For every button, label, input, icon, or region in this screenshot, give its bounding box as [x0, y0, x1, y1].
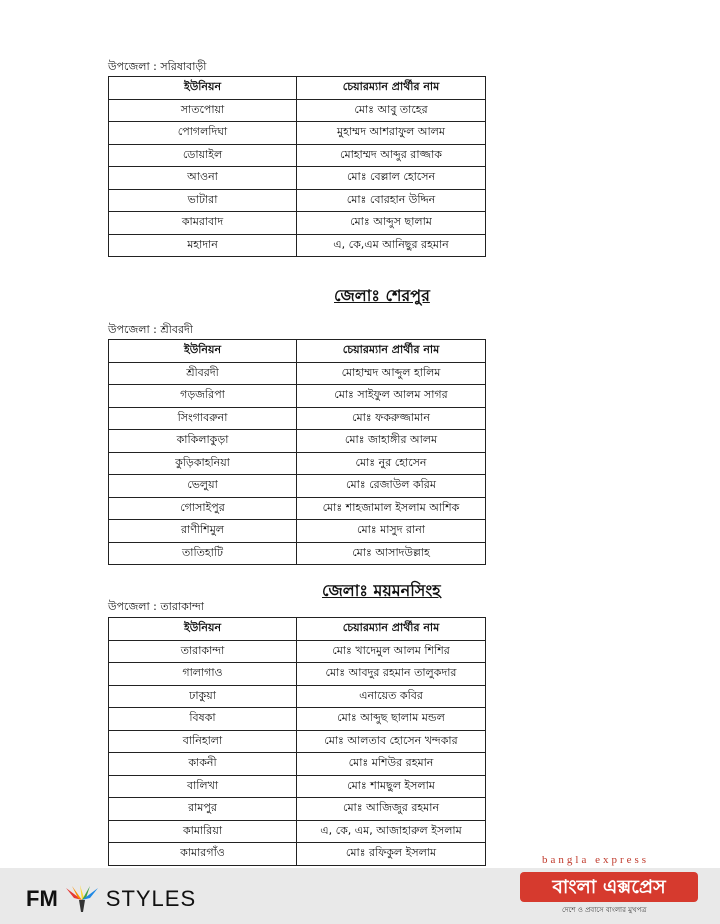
- district-title: জেলাঃ ময়মনসিংহ: [322, 581, 441, 600]
- bird-icon: [62, 884, 102, 914]
- candidate-name-cell: মোঃ শাহজামাল ইসলাম আশিক: [297, 497, 486, 520]
- candidate-name-cell: মোঃ খাদেমুল আলম শিশির: [297, 640, 486, 663]
- bangla-express-wordmark: বাংলা এক্সপ্রেস: [520, 872, 698, 902]
- table-row: [109, 663, 486, 686]
- table-row: [109, 685, 486, 708]
- union-cell: রাণীশিমুল: [109, 520, 297, 543]
- union-cell: ইউনিয়ন: [109, 77, 297, 100]
- union-cell: তারাকান্দা: [109, 640, 297, 663]
- union-cell: কুড়িকাহনিয়া: [109, 452, 297, 475]
- candidate-name-cell: মোঃ মশিউর রহমান: [297, 753, 486, 776]
- union-cell: মহাদান: [109, 234, 297, 257]
- table-row: [109, 730, 486, 753]
- candidate-name-cell: এ, কে,এম আনিছুর রহমান: [297, 234, 486, 257]
- union-cell: কামারিয়া: [109, 820, 297, 843]
- union-cell: শ্রীবরদী: [109, 362, 297, 385]
- candidate-name-cell: মোঃ সাইফুল আলম সাগর: [297, 385, 486, 408]
- table-row: [109, 753, 486, 776]
- union-cell: রামপুর: [109, 798, 297, 821]
- table-row: [109, 99, 486, 122]
- upazila-label: উপজেলা : সরিষাবাড়ী: [108, 60, 207, 73]
- candidate-table: [108, 617, 486, 866]
- union-cell: আওনা: [109, 167, 297, 190]
- candidate-name-cell: মোহাম্মদ আব্দুল হালিম: [297, 362, 486, 385]
- candidate-name-cell: মোঃ রফিকুল ইসলাম: [297, 843, 486, 866]
- fm-styles-logo: [26, 885, 196, 913]
- candidate-name-cell: চেয়ারম্যান প্রার্থীর নাম: [297, 340, 486, 363]
- table-row: [109, 798, 486, 821]
- union-cell: সিংগাবরুনা: [109, 407, 297, 430]
- union-cell: তাতিহাটি: [109, 542, 297, 565]
- union-cell: গড়জরিপা: [109, 385, 297, 408]
- candidate-name-cell: মোহাম্মদ আব্দুর রাজ্জাক: [297, 144, 486, 167]
- table-row: [109, 775, 486, 798]
- union-cell: পোগলদিঘা: [109, 122, 297, 145]
- table-row: [109, 212, 486, 235]
- table-row: [109, 843, 486, 866]
- styles-logo-text: STYLES: [105, 886, 197, 911]
- union-cell: বিষকা: [109, 708, 297, 731]
- table-row: [109, 385, 486, 408]
- candidate-name-cell: এ, কে, এম, আজাহারুল ইসলাম: [297, 820, 486, 843]
- district-title: জেলাঃ শেরপুর: [334, 286, 430, 305]
- candidate-name-cell: মোঃ বোরহান উদ্দিন: [297, 189, 486, 212]
- union-cell: সাতপোয়া: [109, 99, 297, 122]
- union-cell: কামারগাঁও: [109, 843, 297, 866]
- table-header-row: [109, 77, 486, 100]
- union-cell: বালিখা: [109, 775, 297, 798]
- table-row: [109, 497, 486, 520]
- union-cell: ঢাকুয়া: [109, 685, 297, 708]
- union-cell: কামরাবাদ: [109, 212, 297, 235]
- table-row: [109, 407, 486, 430]
- union-cell: ডোয়াইল: [109, 144, 297, 167]
- table-row: [109, 430, 486, 453]
- table-row: [109, 542, 486, 565]
- table-row: [109, 708, 486, 731]
- candidate-name-cell: মোঃ রেজাউল করিম: [297, 475, 486, 498]
- upazila-label: উপজেলা : তারাকান্দা: [108, 600, 204, 613]
- union-cell: গালাগাও: [109, 663, 297, 686]
- table-row: [109, 520, 486, 543]
- candidate-name-cell: মোঃ আব্দুস ছালাম: [297, 212, 486, 235]
- candidate-name-cell: মুহাম্মদ আশরাফুল আলম: [297, 122, 486, 145]
- candidate-table: [108, 76, 486, 257]
- candidate-name-cell: মোঃ নুর হোসেন: [297, 452, 486, 475]
- table-row: [109, 122, 486, 145]
- bangla-express-tagline: দেশে ও প্রবাসে বাংলার মুখপত্র: [562, 906, 647, 914]
- table-row: [109, 362, 486, 385]
- union-cell: গোসাইপুর: [109, 497, 297, 520]
- candidate-name-cell: এনায়েত কবির: [297, 685, 486, 708]
- union-cell: কাকনী: [109, 753, 297, 776]
- candidate-name-cell: মোঃ আবু তাহের: [297, 99, 486, 122]
- table-row: [109, 452, 486, 475]
- candidate-name-cell: মোঃ আবদুর রহমান তালুকদার: [297, 663, 486, 686]
- union-cell: ভাটারা: [109, 189, 297, 212]
- candidate-table: [108, 339, 486, 565]
- table-row: [109, 144, 486, 167]
- table-header-row: [109, 340, 486, 363]
- table-row: [109, 167, 486, 190]
- table-header-row: [109, 618, 486, 641]
- candidate-name-cell: মোঃ আলতাব হোসেন খন্দকার: [297, 730, 486, 753]
- bangla-express-logo: [510, 848, 710, 920]
- candidate-name-cell: চেয়ারম্যান প্রার্থীর নাম: [297, 618, 486, 641]
- table-row: [109, 475, 486, 498]
- candidate-name-cell: মোঃ আব্দুছ ছালাম মন্ডল: [297, 708, 486, 731]
- bangla-express-latin: bangla express: [542, 854, 650, 866]
- table-row: [109, 234, 486, 257]
- candidate-name-cell: মোঃ মাসুদ রানা: [297, 520, 486, 543]
- candidate-name-cell: চেয়ারম্যান প্রার্থীর নাম: [297, 77, 486, 100]
- union-cell: ইউনিয়ন: [109, 618, 297, 641]
- union-cell: কাকিলাকুড়া: [109, 430, 297, 453]
- table-row: [109, 820, 486, 843]
- candidate-name-cell: মোঃ শামছুল ইসলাম: [297, 775, 486, 798]
- table-row: [109, 640, 486, 663]
- candidate-name-cell: মোঃ জাহাঙ্গীর আলম: [297, 430, 486, 453]
- union-cell: ইউনিয়ন: [109, 340, 297, 363]
- candidate-name-cell: মোঃ আসাদউল্লাহ: [297, 542, 486, 565]
- union-cell: ভেলুয়া: [109, 475, 297, 498]
- candidate-name-cell: মোঃ ফকরুজ্জামান: [297, 407, 486, 430]
- union-cell: বানিহালা: [109, 730, 297, 753]
- fm-logo-text: FM: [26, 886, 58, 911]
- table-row: [109, 189, 486, 212]
- upazila-label: উপজেলা : শ্রীবরদী: [108, 323, 193, 336]
- candidate-name-cell: মোঃ আজিজুর রহমান: [297, 798, 486, 821]
- candidate-name-cell: মোঃ বেল্লাল হোসেন: [297, 167, 486, 190]
